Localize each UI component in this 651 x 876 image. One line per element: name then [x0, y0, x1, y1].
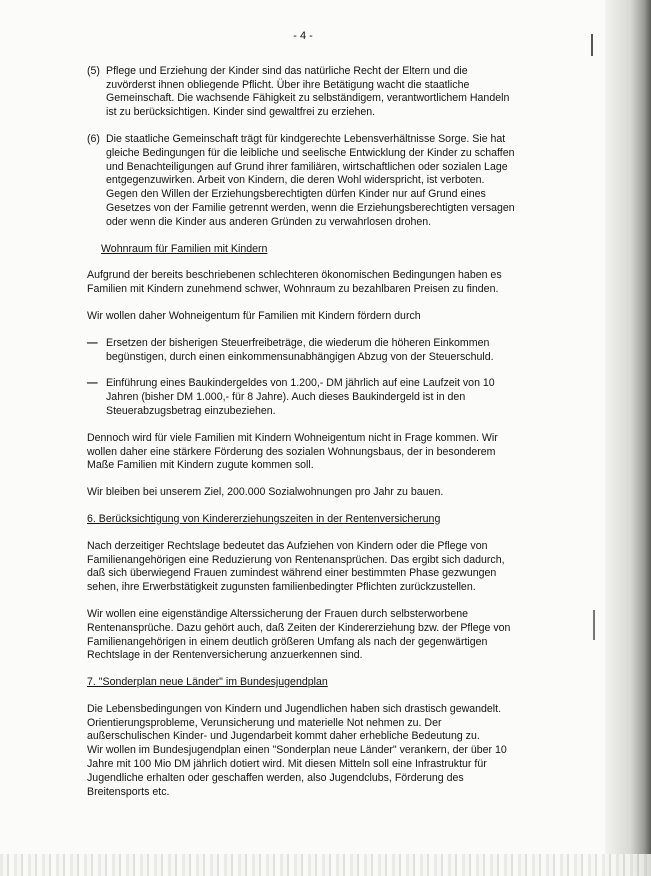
dash-bullet: — [87, 377, 98, 390]
paragraph-text: Pflege und Erziehung der Kinder sind das natürliche Recht der Eltern und die zuvörderst ihnen obliegende Pflicht. Über ihre Betätigung wacht die staatliche Gemeinschaft. Die wachsende Fähigkeit zu selbständigem, verantwortlichem Handeln ist zu berücksichtigen. Kinder sind gewaltfrei zu erziehen. [106, 64, 510, 119]
section-heading-wohnraum: Wohnraum für Familien mit Kindern [101, 242, 268, 255]
paragraph-number: (5) [87, 64, 100, 77]
section-heading-6: 6. Berücksichtigung von Kindererziehungszeiten in der Rentenversicherung [87, 512, 441, 525]
list-item-text: Einführung eines Baukindergeldes von 1.200,- DM jährlich auf eine Laufzeit von 10 Jahren (bisher DM 1.000,- für 8 Jahre). Auch dieses Baukindergeld ist in den Steuerabzugsbetrag einzubeziehen. [106, 377, 495, 417]
scan-artifact-mark [593, 610, 595, 640]
scan-artifact-mark [591, 34, 593, 56]
scan-bottom-noise [0, 854, 651, 876]
article-paragraph-6 [87, 133, 519, 230]
body-paragraph: Aufgrund der bereits beschriebenen schlechteren ökonomischen Bedingungen haben es Familien mit Kindern zunehmend schwer, Wohnraum zu bezahlbaren Preisen zu finden. [87, 269, 502, 296]
body-paragraph: Wir wollen im Bundesjugendplan einen "Sonderplan neue Länder" verankern, der über 10 Jahre mit 100 Mio DM jährlich dotiert wird. Mit diesen Mitteln soll eine Infrastruktur für Jugendliche erhalten oder geschaffen werden, also Jugendclubs, Förderung des Breitensports etc. [87, 744, 507, 798]
paragraph-number: (6) [87, 132, 100, 145]
body-paragraph: Dennoch wird für viele Familien mit Kindern Wohneigentum nicht in Frage kommen. Wir wollen daher eine stärkere Förderung des sozialen Wohnungsbaus, der in besonderem Maße Familien mit Kindern zugute kommen soll. [87, 431, 498, 472]
body-paragraph: Wir wollen eine eigenständige Alterssicherung der Frauen durch selbsterworbene Rentenansprüche. Dazu gehört auch, daß Zeiten der Kindererziehung bzw. der Pflege von Familienangehörigen in einem deutlich größeren Umfang als nach der gegenwärtigen Rechtslage in der Rentenversicherung anzuerkennen sind. [87, 607, 511, 662]
body-paragraph: Nach derzeitiger Rechtslage bedeutet das Aufziehen von Kindern oder die Pflege von Familienangehörigen eine Reduzierung von Rentenansprüchen. Das ergibt sich dadurch, daß sich überwiegend Frauen zumindest während einer bestimmten Phase gezwungen sehen, ihre Erwerbstätigkeit zugunsten familienbedingter Pflichten zurückzustellen. [87, 539, 505, 594]
body-paragraph: Wir bleiben bei unserem Ziel, 200.000 Sozialwohnungen pro Jahr zu bauen. [87, 486, 444, 499]
body-paragraph: Die Lebensbedingungen von Kindern und Jugendlichen haben sich drastisch gewandelt. Orientierungsprobleme, Verunsicherung und materielle Not nehmen zu. Der außerschulischen Kinder- und Jugendarbeit kommt daher erhebliche Bedeutung zu. [87, 702, 502, 743]
paragraph-text: Die staatliche Gemeinschaft trägt für kindgerechte Lebensverhältnisse Sorge. Sie hat gleiche Bedingungen für die leibliche und seelische Entwicklung der Kinder zu schaffen und Benachteiligungen auf Grund ihrer familiären, wirtschaftlichen oder sozialen Lage entgegenzuwirken. Arbeit von Kindern, die deren Wohl widerspricht, ist verboten. Gegen den Willen der Erziehungsberechtigten dürfen Kinder nur auf Grund eines Gesetzes von der Familie getrennt werden, wenn die Erziehungsberechtigten versagen oder wenn die Kinder aus anderen Gründen zu verwahrlosen drohen. [106, 132, 515, 228]
body-paragraph: Wir wollen daher Wohneigentum für Familien mit Kindern fördern durch [87, 309, 421, 322]
scan-page-edge [605, 0, 651, 876]
list-item [87, 377, 519, 418]
document-body [87, 30, 519, 812]
page-number: - 4 - [293, 30, 313, 42]
dash-bullet: — [87, 336, 98, 349]
list-item [87, 337, 519, 365]
list-item-text: Ersetzen der bisherigen Steuerfreibeträge, die wiederum die höheren Einkommen begünstigen, durch einen einkommensunabhängigen Abzug von der Steuerschuld. [106, 336, 494, 363]
article-paragraph-5 [87, 65, 519, 120]
section-heading-7: 7. "Sonderplan neue Länder" im Bundesjugendplan [87, 676, 328, 689]
